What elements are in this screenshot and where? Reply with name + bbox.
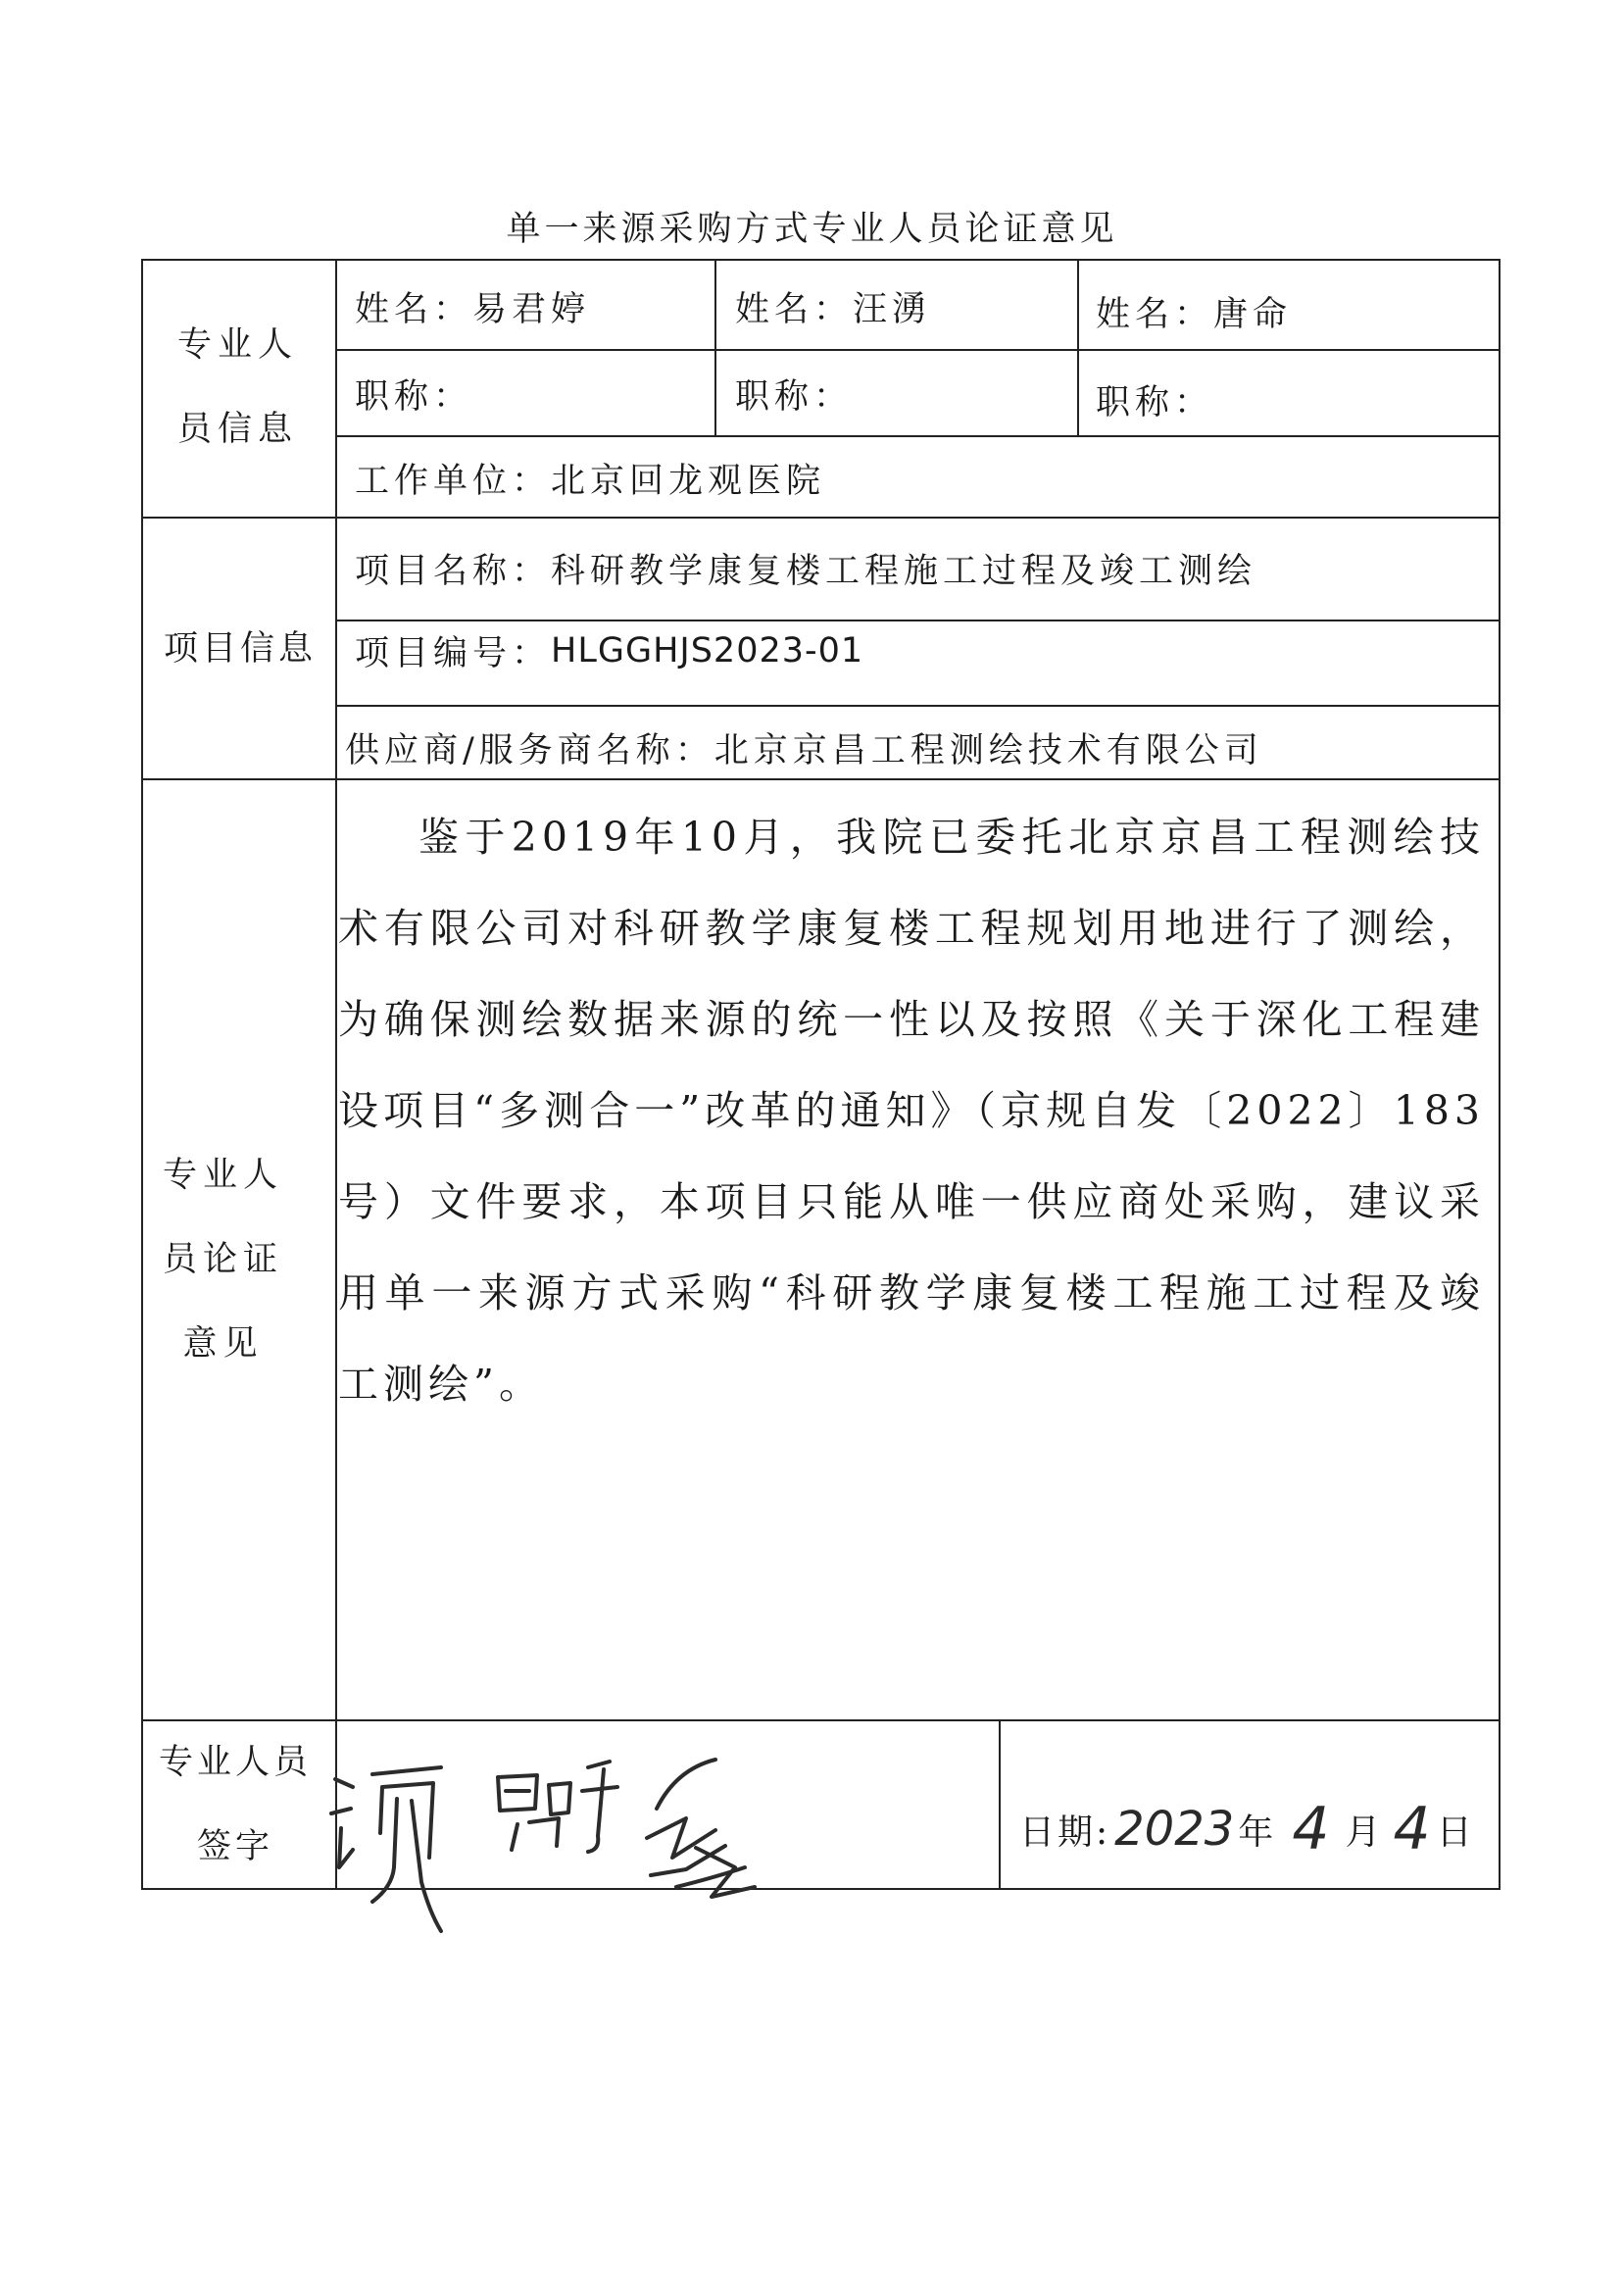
date-label: 日期: bbox=[1019, 1812, 1111, 1853]
expert-3-title: 职称： bbox=[1096, 383, 1214, 422]
date-year: 2023 bbox=[1114, 1802, 1235, 1857]
project-number bbox=[355, 612, 863, 690]
sign-date bbox=[1019, 1790, 1475, 1868]
date-day: 4 bbox=[1393, 1795, 1431, 1863]
date-day-unit: 日 bbox=[1436, 1812, 1475, 1853]
project-name: 项目名称：科研教学康复楼工程施工过程及竣工测绘 bbox=[355, 552, 1257, 591]
personnel-info-label: 专业人员信息 bbox=[176, 325, 298, 449]
opinion-label: 专业人员论证意见 bbox=[162, 1156, 283, 1364]
project-number-label: 项目编号： bbox=[355, 634, 552, 673]
date-month: 4 bbox=[1292, 1795, 1330, 1863]
expert-3-name: 姓名：唐命 bbox=[1096, 295, 1293, 334]
expert-1-title: 职称： bbox=[355, 377, 473, 417]
expert-signatures bbox=[323, 1740, 774, 1936]
work-unit: 工作单位：北京回龙观医院 bbox=[355, 462, 826, 501]
opinion-text: 鉴于2019年10月，我院已委托北京京昌工程测绘技术有限公司对科研教学康复楼工程规划用地进行了测绘，为确保测绘数据来源的统一性以及按照《关于深化工程建设项目“多测合一”改革的通知》（京规自发〔2022〕183号）文件要求，本项目只能从唯一供应商处采购，建议采用单一来源方式采购“科研教学康复楼工程施工过程及竣工测绘”。 bbox=[338, 814, 1485, 1408]
expert-1-name: 姓名：易君婷 bbox=[355, 290, 591, 329]
project-info-label: 项目信息 bbox=[163, 628, 317, 669]
document-title: 单一来源采购方式专业人员论证意见 bbox=[506, 210, 1118, 249]
date-month-unit: 月 bbox=[1345, 1812, 1384, 1853]
date-year-unit: 年 bbox=[1238, 1812, 1277, 1853]
expert-2-name: 姓名：汪湧 bbox=[735, 290, 932, 329]
supplier-name: 供应商/服务商名称：北京京昌工程测绘技术有限公司 bbox=[345, 731, 1263, 770]
expert-2-title: 职称： bbox=[735, 377, 854, 417]
signature-label: 专业人员签字 bbox=[158, 1743, 312, 1866]
project-number-value: HLGGHJS2023-01 bbox=[551, 631, 864, 670]
